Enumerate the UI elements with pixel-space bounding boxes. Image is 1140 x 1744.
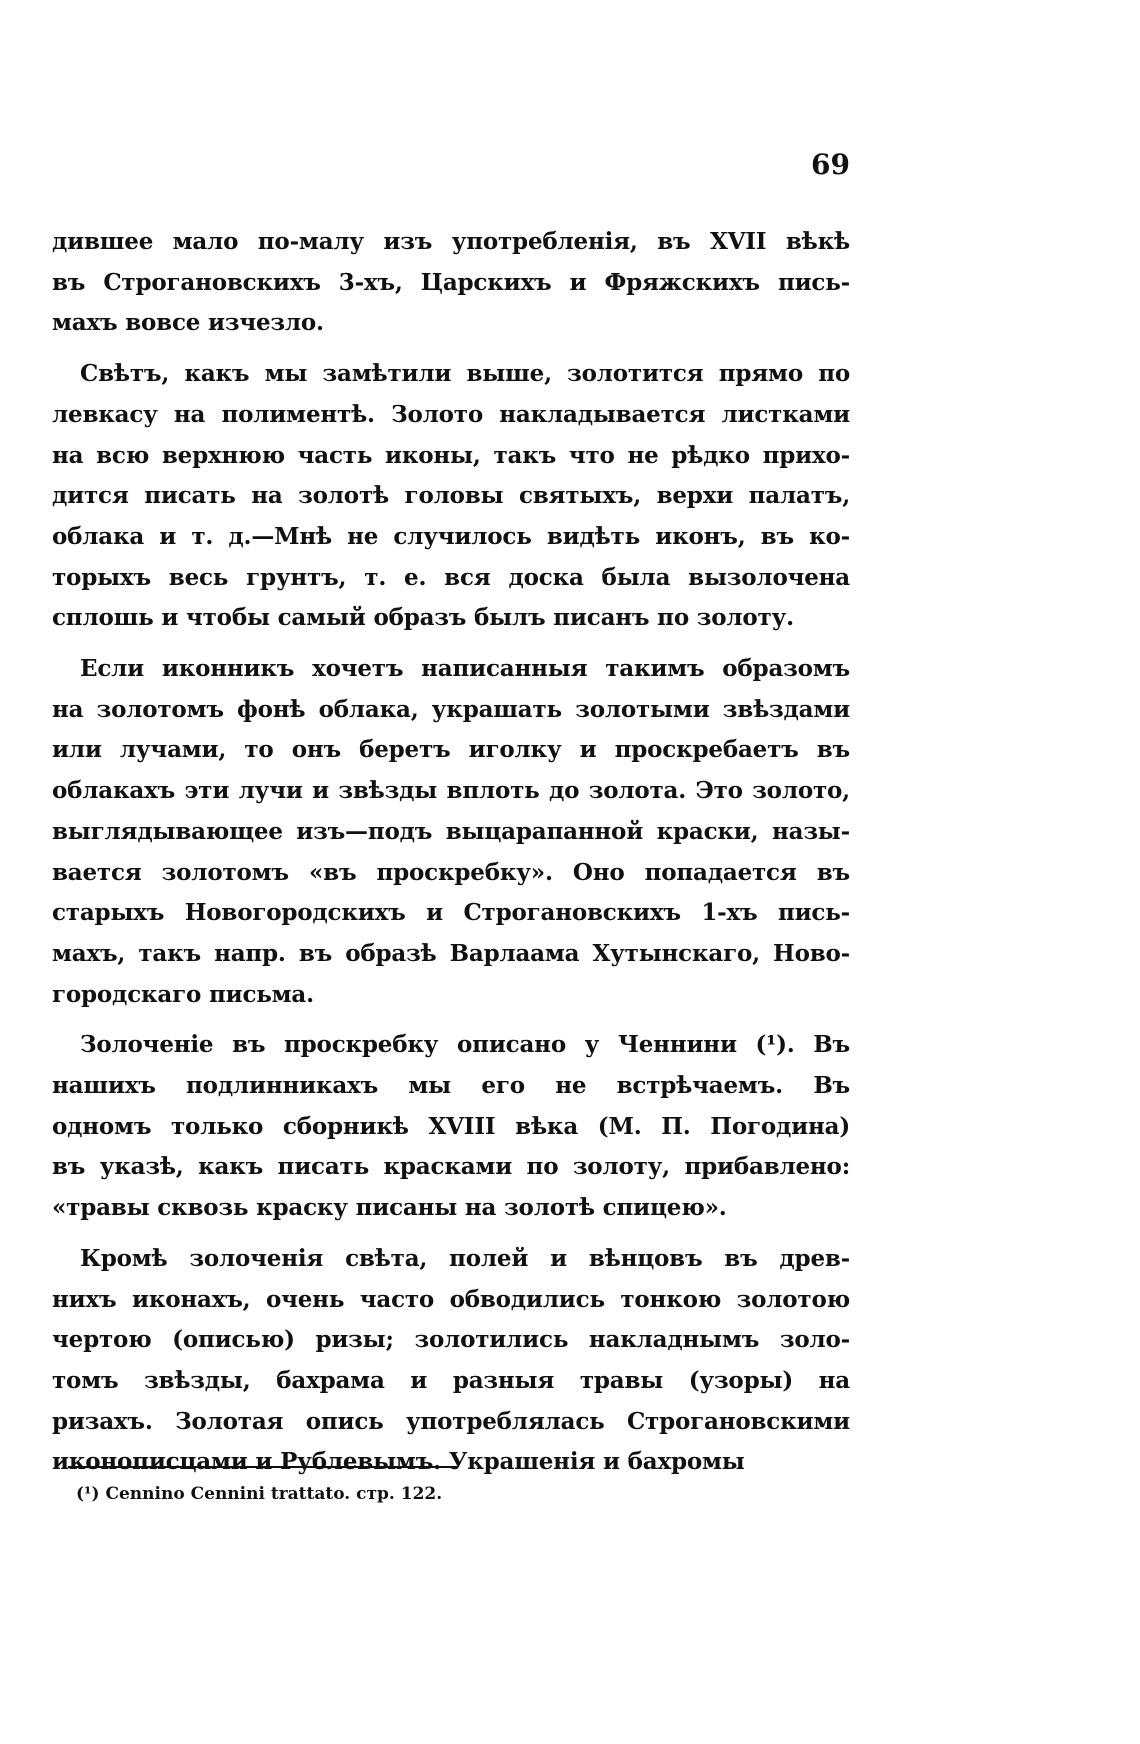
- text-line: чертою (описью) ризы; золотились накладнымъ золо-: [52, 1326, 850, 1354]
- text-line: сплошь и чтобы самый образъ былъ писанъ по золоту.: [52, 604, 794, 632]
- paragraph: [52, 1025, 850, 1229]
- text-line: нихъ иконахъ, очень часто обводились тонкою золотою: [52, 1285, 850, 1313]
- text-line: Кромѣ золоченія свѣта, полей и вѣнцовъ въ древ-: [80, 1244, 850, 1272]
- text-line: торыхъ весь грунтъ, т. е. вся доска была вызолочена: [52, 563, 850, 591]
- text-line: Если иконникъ хочетъ написанныя такимъ образомъ: [80, 655, 850, 683]
- text-line: ризахъ. Золотая опись употреблялась Строгановскими: [52, 1407, 850, 1435]
- text-line: дившее мало по-малу изъ употребленія, въ XVII вѣкѣ: [52, 228, 850, 255]
- text-line: левкасу на полиментѣ. Золото накладывается листками: [52, 400, 850, 428]
- footnote: (¹) Cennino Cennini trattato. стр. 122.: [76, 1484, 443, 1504]
- text-line: городскаго письма.: [52, 980, 314, 1008]
- paragraph: [52, 1239, 850, 1483]
- footnote-divider: [68, 1466, 458, 1468]
- text-line: или лучами, то онъ беретъ иголку и проскребаетъ въ: [52, 736, 850, 764]
- text-line: на всю верхнюю часть иконы, такъ что не рѣдко прихо-: [52, 441, 850, 469]
- page-number: 69: [811, 148, 850, 181]
- text-line: махъ, такъ напр. въ образѣ Варлаама Хутынскаго, Ново-: [52, 939, 850, 967]
- text-line: одномъ только сборникѣ XVIII вѣка (М. П. Погодина): [52, 1112, 850, 1140]
- text-line: Свѣтъ, какъ мы замѣтили выше, золотится прямо по: [80, 360, 850, 388]
- body-text: [52, 222, 850, 1493]
- text-line: вается золотомъ «въ проскребку». Оно попадается въ: [52, 858, 850, 886]
- paragraph: [52, 354, 850, 639]
- text-line: иконописцами и Рублевымъ. Украшенія и бахромы: [52, 1448, 745, 1476]
- text-line: «травы сквозь краску писаны на золотѣ спицею».: [52, 1194, 727, 1222]
- paragraph: [52, 222, 850, 344]
- text-line: старыхъ Новогородскихъ и Строгановскихъ 1-хъ пись-: [52, 899, 850, 927]
- text-line: томъ звѣзды, бахрама и разныя травы (узоры) на: [52, 1366, 850, 1394]
- text-line: нашихъ подлинникахъ мы его не встрѣчаемъ. Въ: [52, 1072, 850, 1100]
- text-line: въ указѣ, какъ писать красками по золоту, прибавлено:: [52, 1153, 850, 1181]
- text-line: облакахъ эти лучи и звѣзды вплоть до золота. Это золото,: [52, 777, 850, 805]
- text-line: облака и т. д.—Мнѣ не случилось видѣть иконъ, въ ко-: [52, 522, 850, 550]
- paragraph: [52, 649, 850, 1015]
- text-line: махъ вовсе изчезло.: [52, 309, 324, 337]
- text-line: дится писать на золотѣ головы святыхъ, верхи палатъ,: [52, 482, 850, 510]
- text-line: Золоченіе въ проскребку описано у Ченнини (¹). Въ: [80, 1031, 850, 1059]
- text-line: въ Строгановскихъ 3-хъ, Царскихъ и Фряжскихъ пись-: [52, 268, 850, 296]
- text-line: на золотомъ фонѣ облака, украшать золотыми звѣздами: [52, 695, 850, 723]
- text-line: выглядывающее изъ—подъ выцарапанной краски, назы-: [52, 817, 850, 845]
